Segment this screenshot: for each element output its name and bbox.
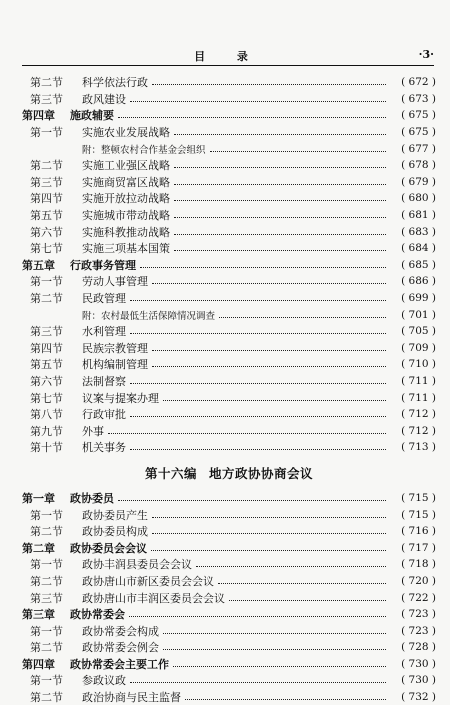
toc-entry-title: 机构编制管理 (82, 358, 148, 372)
toc-chapter-row (22, 539, 436, 556)
toc-entry-title: 政协常委会主要工作 (70, 657, 169, 671)
toc-entry-page: ( 715 ) (401, 491, 436, 504)
toc-entry-title: 水利管理 (82, 325, 126, 339)
toc-entry-number: 第二章 (22, 541, 55, 555)
dot-leader (174, 183, 386, 185)
toc-entry-page: ( 679 ) (401, 175, 436, 188)
toc-entry-label (22, 573, 214, 589)
dot-leader (174, 249, 386, 251)
toc-entry-label (22, 190, 170, 206)
toc-entry-number: 第一节 (30, 674, 63, 688)
toc-entry-number: 第五章 (22, 258, 55, 272)
toc-entry-page: ( 723 ) (401, 624, 436, 637)
toc-entry-title: 民族宗教管理 (82, 341, 148, 355)
toc-section-row (22, 689, 436, 705)
toc-entry-page: ( 732 ) (401, 691, 436, 704)
toc-section-row (22, 190, 436, 207)
toc-section-row (22, 174, 436, 191)
dot-leader (130, 415, 386, 417)
toc-entry-number: 第四章 (22, 657, 55, 671)
dot-leader (163, 648, 386, 650)
toc-entry-label (22, 224, 170, 240)
toc-top-list (22, 74, 436, 456)
toc-appendix-row (22, 140, 436, 157)
dot-leader (152, 532, 386, 534)
toc-entry-number: 第三节 (30, 591, 63, 605)
toc-entry-title: 实施农业发展战略 (82, 126, 170, 140)
toc-entry-page: ( 716 ) (401, 525, 436, 538)
toc-entry-label (22, 91, 126, 107)
dot-leader (130, 448, 386, 450)
toc-entry-page: ( 711 ) (401, 374, 436, 387)
toc-entry-title: 政协常委会构成 (82, 624, 159, 638)
toc-chapter-row (22, 107, 436, 124)
dot-leader (163, 632, 386, 634)
toc-entry-page: ( 683 ) (401, 225, 436, 238)
dot-leader (163, 399, 386, 401)
toc-entry-number: 第五节 (30, 209, 63, 223)
dot-leader (152, 365, 386, 367)
toc-entry-label (22, 257, 136, 273)
header-rule (22, 65, 434, 66)
toc-entry-label (22, 323, 126, 339)
toc-entry-number: 第六节 (30, 225, 63, 239)
toc-entry-number: 第一节 (30, 558, 63, 572)
toc-entry-label (22, 157, 170, 173)
dot-leader (152, 83, 386, 85)
toc-entry-title: 议案与提案办理 (82, 391, 159, 405)
toc-bottom-list (22, 490, 436, 705)
toc-entry-title: 实施三项基本国策 (82, 242, 170, 256)
dot-leader (174, 133, 386, 135)
toc-entry-page: ( 701 ) (401, 308, 436, 321)
toc-section-row (22, 589, 436, 606)
part-title (22, 456, 436, 490)
toc-entry-page: ( 678 ) (401, 159, 436, 172)
header-title: 目 录 (194, 50, 262, 63)
toc-entry-label (22, 174, 170, 190)
toc-entry-label (22, 623, 159, 639)
toc-section-row (22, 672, 436, 689)
toc-entry-number: 第二节 (30, 159, 63, 173)
toc-entry-label (22, 540, 147, 556)
dot-leader (130, 299, 386, 301)
header-page-number: ·3· (418, 48, 434, 61)
toc-entry-number: 第一节 (30, 508, 63, 522)
toc-entry-title: 外事 (82, 424, 104, 438)
toc-entry-title: 政协委员 (70, 491, 114, 505)
toc-section-row (22, 157, 436, 174)
toc-section-row (22, 506, 436, 523)
toc-entry-page: ( 677 ) (401, 142, 436, 155)
toc-entry-page: ( 715 ) (401, 508, 436, 521)
toc-entry-number: 第一节 (30, 126, 63, 140)
toc-entry-title: 政协常委会例会 (82, 641, 159, 655)
toc-entry-number: 第六节 (30, 374, 63, 388)
toc-entry-label (22, 606, 125, 622)
toc-entry-title: 政协委员会会议 (70, 541, 147, 555)
dot-leader (174, 233, 386, 235)
toc-entry-number: 第九节 (30, 424, 63, 438)
toc-entry-number: 第四章 (22, 109, 55, 123)
dot-leader (219, 316, 386, 318)
toc-entry-title: 政协唐山市新区委员会会议 (82, 574, 214, 588)
toc-entry-title: 民政管理 (82, 292, 126, 306)
toc-entry-number: 第一节 (30, 275, 63, 289)
toc-entry-page: ( 672 ) (401, 76, 436, 89)
toc-entry-title: 实施工业强区战略 (82, 159, 170, 173)
toc-entry-page: ( 713 ) (401, 441, 436, 454)
toc-entry-title: 行政审批 (82, 408, 126, 422)
dot-leader (218, 582, 386, 584)
toc-entry-number: 第五节 (30, 358, 63, 372)
toc-entry-title: 政协丰润县委员会会议 (82, 558, 192, 572)
toc-entry-page: ( 685 ) (401, 258, 436, 271)
toc-entry-page: ( 705 ) (401, 325, 436, 338)
toc-entry-title: 政协唐山市丰润区委员会会议 (82, 591, 225, 605)
dot-leader (185, 698, 386, 700)
toc-section-row (22, 422, 436, 439)
toc-entry-label (22, 74, 148, 90)
toc-entry-page: ( 681 ) (401, 209, 436, 222)
dot-leader (229, 599, 386, 601)
toc-entry-number: 第四节 (30, 341, 63, 355)
toc-entry-number: 第三节 (30, 175, 63, 189)
toc-entry-number: 第七节 (30, 242, 63, 256)
toc-entry-page: ( 711 ) (401, 391, 436, 404)
toc-entry-number: 第二节 (30, 292, 63, 306)
toc-entry-page: ( 709 ) (401, 341, 436, 354)
toc-entry-label (22, 423, 104, 439)
toc-chapter-row (22, 656, 436, 673)
toc-entry-page: ( 699 ) (401, 292, 436, 305)
toc-entry-number: 第四节 (30, 192, 63, 206)
part-number: 第十六编 (144, 465, 197, 481)
toc-entry-page: ( 728 ) (401, 641, 436, 654)
dot-leader (210, 150, 386, 152)
toc-entry-page: ( 718 ) (401, 558, 436, 571)
dot-leader (108, 432, 386, 434)
toc-entry-title: 附：整顿农村合作基金会组织 (82, 144, 206, 156)
toc-entry-label (22, 689, 181, 705)
toc-chapter-row (22, 257, 436, 274)
dot-leader (129, 615, 386, 617)
toc-entry-number: 第一节 (30, 624, 63, 638)
toc-entry-number: 第十节 (30, 441, 63, 455)
part-name: 地方政协协商会议 (209, 465, 314, 481)
toc-section-row (22, 124, 436, 141)
toc-chapter-row (22, 606, 436, 623)
toc-entry-number: 第三节 (30, 92, 63, 106)
toc-section-row (22, 290, 436, 307)
toc-entry-title: 附：农村最低生活保障情况调查 (82, 310, 216, 322)
toc-section-row (22, 356, 436, 373)
toc-entry-page: ( 684 ) (401, 242, 436, 255)
toc-entry-title: 政协委员产生 (82, 508, 148, 522)
toc-entry-label (22, 142, 206, 156)
toc-entry-label (22, 124, 170, 140)
toc-entry-label (22, 656, 169, 672)
toc-entry-number: 第一章 (22, 491, 55, 505)
toc-appendix-row (22, 306, 436, 323)
toc-entry-page: ( 730 ) (401, 674, 436, 687)
toc-entry-page: ( 712 ) (401, 408, 436, 421)
toc-entry-number: 第二节 (30, 76, 63, 90)
dot-leader (130, 332, 386, 334)
toc-entry-page: ( 722 ) (401, 591, 436, 604)
toc-section-row (22, 523, 436, 540)
toc-section-row (22, 323, 436, 340)
dot-leader (173, 665, 386, 667)
toc-entry-label (22, 240, 170, 256)
toc-entry-page: ( 675 ) (401, 126, 436, 139)
dot-leader (174, 166, 386, 168)
toc-entry-number: 第三节 (30, 325, 63, 339)
toc-entry-title: 实施商贸富区战略 (82, 175, 170, 189)
table-of-contents (22, 74, 436, 705)
dot-leader (152, 349, 386, 351)
dot-leader (130, 100, 386, 102)
toc-entry-number: 第三章 (22, 608, 55, 622)
toc-entry-title: 机关事务 (82, 441, 126, 455)
toc-entry-label (22, 273, 148, 289)
toc-entry-number: 第二节 (30, 525, 63, 539)
toc-entry-label (22, 373, 126, 389)
toc-entry-label (22, 556, 192, 572)
toc-entry-label (22, 207, 170, 223)
toc-entry-label (22, 639, 159, 655)
toc-entry-title: 实施科教推动战略 (82, 225, 170, 239)
toc-section-row (22, 223, 436, 240)
toc-entry-page: ( 712 ) (401, 424, 436, 437)
toc-entry-number: 第二节 (30, 691, 63, 705)
toc-entry-page: ( 680 ) (401, 192, 436, 205)
toc-entry-page: ( 710 ) (401, 358, 436, 371)
toc-entry-label (22, 308, 215, 322)
dot-leader (140, 266, 386, 268)
toc-entry-label (22, 340, 148, 356)
dot-leader (151, 549, 386, 551)
toc-section-row (22, 91, 436, 108)
toc-section-row (22, 639, 436, 656)
toc-entry-label (22, 523, 148, 539)
toc-entry-title: 政协委员构成 (82, 525, 148, 539)
toc-entry-label (22, 490, 114, 506)
toc-entry-title: 劳动人事管理 (82, 275, 148, 289)
toc-section-row (22, 406, 436, 423)
toc-section-row (22, 439, 436, 456)
toc-entry-page: ( 723 ) (401, 608, 436, 621)
dot-leader (118, 116, 386, 118)
toc-entry-page: ( 675 ) (401, 109, 436, 122)
toc-entry-label (22, 290, 126, 306)
toc-entry-label (22, 107, 114, 123)
toc-entry-title: 行政事务管理 (70, 258, 136, 272)
toc-entry-label (22, 356, 148, 372)
toc-entry-page: ( 686 ) (401, 275, 436, 288)
toc-entry-title: 法制督察 (82, 374, 126, 388)
toc-entry-label (22, 439, 126, 455)
dot-leader (152, 282, 386, 284)
dot-leader (152, 516, 386, 518)
dot-leader (118, 499, 386, 501)
toc-entry-label (22, 590, 225, 606)
dot-leader (196, 565, 386, 567)
dot-leader (174, 199, 386, 201)
toc-section-row (22, 207, 436, 224)
toc-entry-label (22, 390, 159, 406)
toc-entry-title: 实施城市带动战略 (82, 209, 170, 223)
toc-entry-page: ( 730 ) (401, 657, 436, 670)
toc-section-row (22, 273, 436, 290)
toc-entry-title: 施政辅要 (70, 109, 114, 123)
toc-entry-title: 政协常委会 (70, 608, 125, 622)
toc-section-row (22, 556, 436, 573)
toc-entry-page: ( 673 ) (401, 92, 436, 105)
toc-entry-title: 实施开放拉动战略 (82, 192, 170, 206)
toc-entry-number: 第二节 (30, 574, 63, 588)
toc-entry-page: ( 717 ) (401, 541, 436, 554)
toc-entry-number: 第八节 (30, 408, 63, 422)
toc-entry-title: 参政议政 (82, 674, 126, 688)
toc-entry-title: 政风建设 (82, 92, 126, 106)
toc-entry-title: 科学依法行政 (82, 76, 148, 90)
toc-entry-page: ( 720 ) (401, 574, 436, 587)
toc-entry-label (22, 406, 126, 422)
toc-entry-number: 第二节 (30, 641, 63, 655)
toc-entry-title: 政治协商与民主监督 (82, 691, 181, 705)
toc-entry-number: 第七节 (30, 391, 63, 405)
toc-section-row (22, 622, 436, 639)
toc-section-row (22, 573, 436, 590)
toc-section-row (22, 74, 436, 91)
page-header (22, 46, 434, 66)
toc-section-row (22, 340, 436, 357)
dot-leader (130, 681, 386, 683)
toc-chapter-row (22, 490, 436, 507)
dot-leader (130, 382, 386, 384)
dot-leader (174, 216, 386, 218)
toc-section-row (22, 240, 436, 257)
toc-section-row (22, 389, 436, 406)
toc-entry-label (22, 507, 148, 523)
toc-entry-label (22, 672, 126, 688)
toc-section-row (22, 373, 436, 390)
